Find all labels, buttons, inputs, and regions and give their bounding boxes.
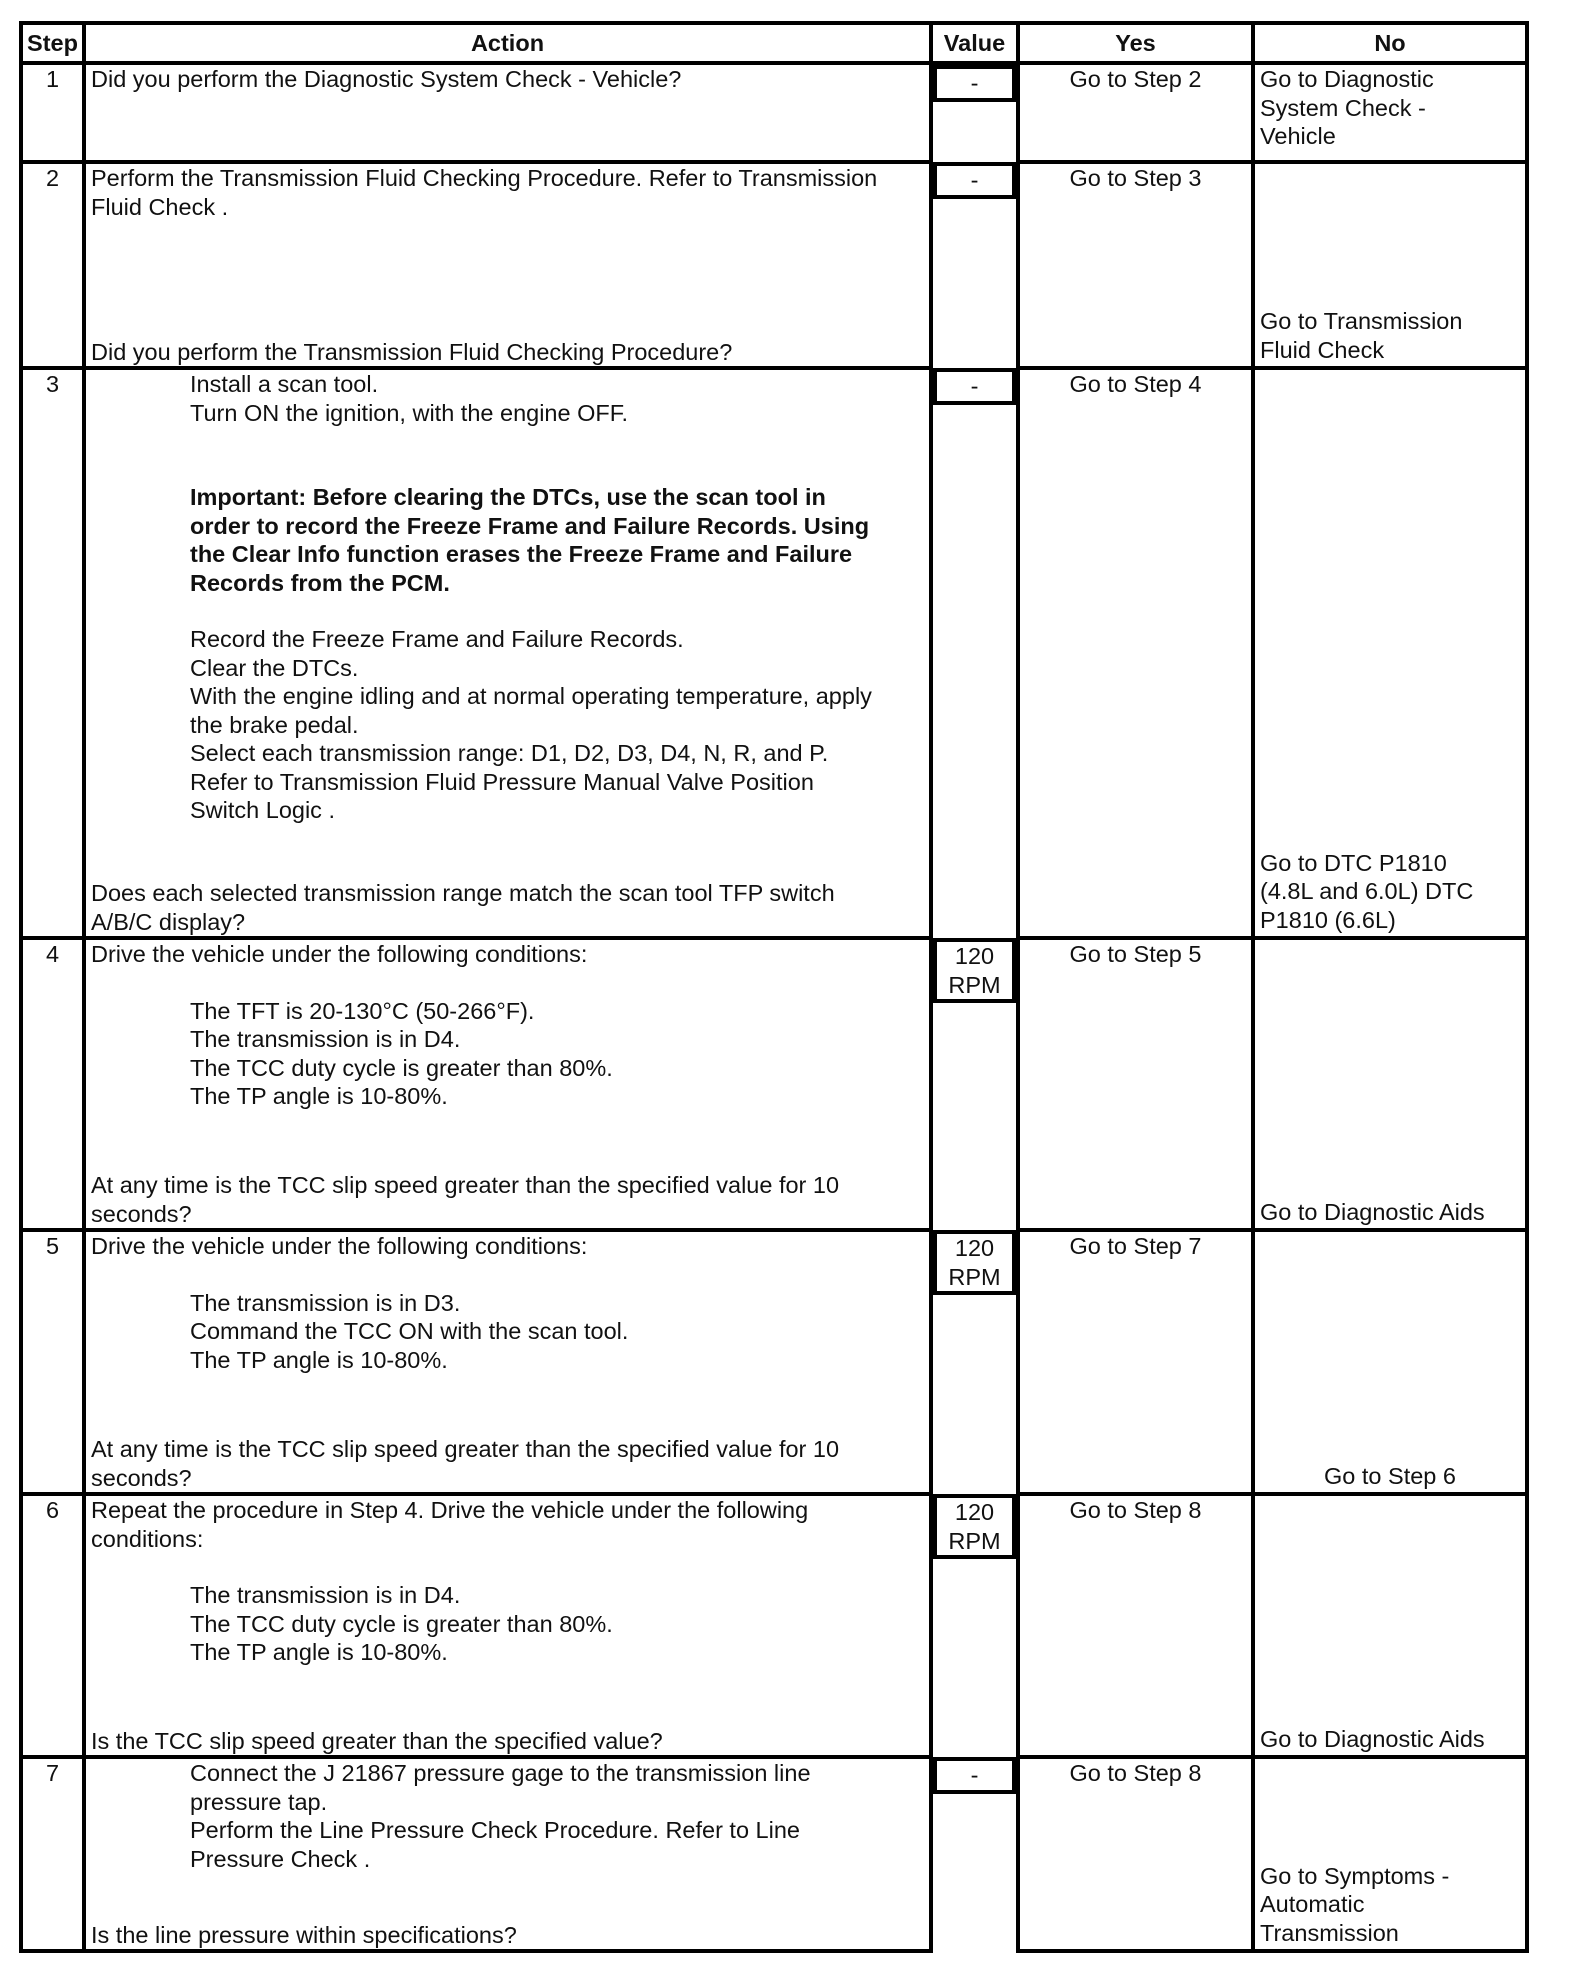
- step-number: 2: [21, 162, 84, 368]
- no-cell: [1253, 162, 1527, 368]
- no-cell: [1253, 63, 1527, 162]
- yes-link[interactable]: Go to Step 4: [1069, 371, 1202, 397]
- no-link[interactable]: Go to Symptoms - Automatic Transmission: [1260, 1862, 1450, 1946]
- table-row: [21, 162, 1527, 368]
- yes-cell: [1018, 162, 1253, 368]
- value-cell: -: [933, 65, 1016, 102]
- no-link[interactable]: Go to Step 6: [1324, 1462, 1456, 1489]
- header-no: No: [1253, 23, 1527, 63]
- action-cell: [84, 1230, 931, 1494]
- yes-link[interactable]: Go to Step 8: [1069, 1760, 1202, 1786]
- action-list: The transmission is in D4. The TCC duty cycle is greater than 80%. The TP angle is 10-80%.: [190, 1582, 613, 1665]
- yes-link[interactable]: Go to Step 7: [1069, 1233, 1202, 1259]
- no-cell: [1253, 1494, 1527, 1757]
- step-number: 1: [21, 63, 84, 162]
- action-question: Does each selected transmission range match the scan tool TFP switch A/B/C display?: [91, 880, 835, 935]
- action-question: Is the line pressure within specifications?: [91, 1921, 517, 1948]
- action-cell: [84, 1494, 931, 1757]
- action-cell: [84, 63, 931, 162]
- header-action: Action: [84, 23, 931, 63]
- action-question: At any time is the TCC slip speed greater than the specified value for 10 seconds?: [91, 1436, 840, 1491]
- yes-cell: [1018, 1230, 1253, 1494]
- diagnostic-table: [19, 21, 1529, 1953]
- action-cell: [84, 938, 931, 1230]
- action-steps: [91, 1232, 924, 1374]
- yes-link[interactable]: Go to Step 3: [1069, 165, 1202, 191]
- header-value: Value: [931, 23, 1018, 63]
- important-note: Important: Before clearing the DTCs, use the scan tool in order to record the Freeze Frame and Failure Records. Using the Clear Info function erases the Freeze Frame and Failure Records from the PCM.: [190, 484, 870, 596]
- yes-link[interactable]: Go to Step 2: [1069, 66, 1202, 92]
- no-link[interactable]: Go to Diagnostic Aids: [1260, 1198, 1485, 1225]
- header-row: [21, 23, 1527, 63]
- step-number: 5: [21, 1230, 84, 1494]
- action-cell: [84, 162, 931, 368]
- step-number: 7: [21, 1757, 84, 1951]
- table-row: [21, 1230, 1527, 1494]
- step-number: 4: [21, 938, 84, 1230]
- yes-cell: [1018, 1494, 1253, 1757]
- no-link[interactable]: Go to DTC P1810 (4.8L and 6.0L) DTC P1810 (6.6L): [1260, 849, 1474, 933]
- action-steps: [91, 940, 924, 1111]
- action-text: Repeat the procedure in Step 4. Drive the vehicle under the following conditions:: [91, 1497, 809, 1552]
- no-link[interactable]: Go to Transmission Fluid Check: [1260, 308, 1463, 363]
- table-row: [21, 1494, 1527, 1757]
- action-list: The transmission is in D3. Command the TCC ON with the scan tool. The TP angle is 10-80%.: [190, 1289, 629, 1373]
- action-cell: [84, 368, 931, 938]
- value-cell: -: [933, 1757, 1016, 1794]
- step-number: 6: [21, 1494, 84, 1757]
- action-text: Perform the Transmission Fluid Checking Procedure. Refer to Transmission Fluid Check .: [91, 165, 878, 220]
- value-cell: 120 RPM: [933, 1230, 1016, 1295]
- action-list: Install a scan tool. Turn ON the ignition, with the engine OFF.: [190, 371, 629, 426]
- action-steps: [91, 1496, 924, 1667]
- header-step: Step: [21, 23, 84, 63]
- action-question: At any time is the TCC slip speed greater than the specified value for 10 seconds?: [91, 1172, 840, 1227]
- yes-cell: [1018, 63, 1253, 162]
- no-link[interactable]: Go to Diagnostic Aids: [1260, 1725, 1485, 1752]
- action-list: Connect the J 21867 pressure gage to the transmission line pressure tap. Perform the Line Pressure Check Procedure. Refer to Line Pressure Check .: [190, 1760, 811, 1872]
- action-text: Did you perform the Diagnostic System Check - Vehicle?: [91, 66, 682, 92]
- table-row: [21, 938, 1527, 1230]
- no-cell: [1253, 1757, 1527, 1951]
- yes-cell: [1018, 938, 1253, 1230]
- yes-cell: [1018, 1757, 1253, 1951]
- no-cell: [1253, 1230, 1527, 1494]
- no-cell: [1253, 368, 1527, 938]
- table-row: [21, 368, 1527, 938]
- action-text: Drive the vehicle under the following conditions:: [91, 941, 588, 967]
- value-cell: -: [933, 368, 1016, 405]
- table-row: [21, 1757, 1527, 1951]
- no-link[interactable]: Go to Diagnostic System Check - Vehicle: [1260, 66, 1434, 149]
- value-cell: 120 RPM: [933, 1494, 1016, 1559]
- action-steps: [91, 370, 924, 825]
- step-number: 3: [21, 368, 84, 938]
- value-cell: -: [933, 162, 1016, 199]
- action-list: Record the Freeze Frame and Failure Records. Clear the DTCs. With the engine idling and at normal operating temperature, apply the brake pedal. Select each transmission range: D1, D2, D3, D4, N, R, and P. Refer to Transmission Fluid Pressure Manual Valve Position Switch Logic .: [190, 626, 872, 823]
- action-list: The TFT is 20-130°C (50-266°F). The transmission is in D4. The TCC duty cycle is greater than 80%. The TP angle is 10-80%.: [190, 997, 613, 1109]
- table-row: [21, 63, 1527, 162]
- action-text: Drive the vehicle under the following conditions:: [91, 1233, 588, 1259]
- action-question: Is the TCC slip speed greater than the specified value?: [91, 1727, 663, 1754]
- yes-link[interactable]: Go to Step 5: [1069, 941, 1202, 967]
- action-question: Did you perform the Transmission Fluid Checking Procedure?: [91, 338, 733, 365]
- action-cell: [84, 1757, 931, 1951]
- yes-link[interactable]: Go to Step 8: [1069, 1497, 1202, 1523]
- no-cell: [1253, 938, 1527, 1230]
- yes-cell: [1018, 368, 1253, 938]
- header-yes: Yes: [1018, 23, 1253, 63]
- value-cell: 120 RPM: [933, 938, 1016, 1003]
